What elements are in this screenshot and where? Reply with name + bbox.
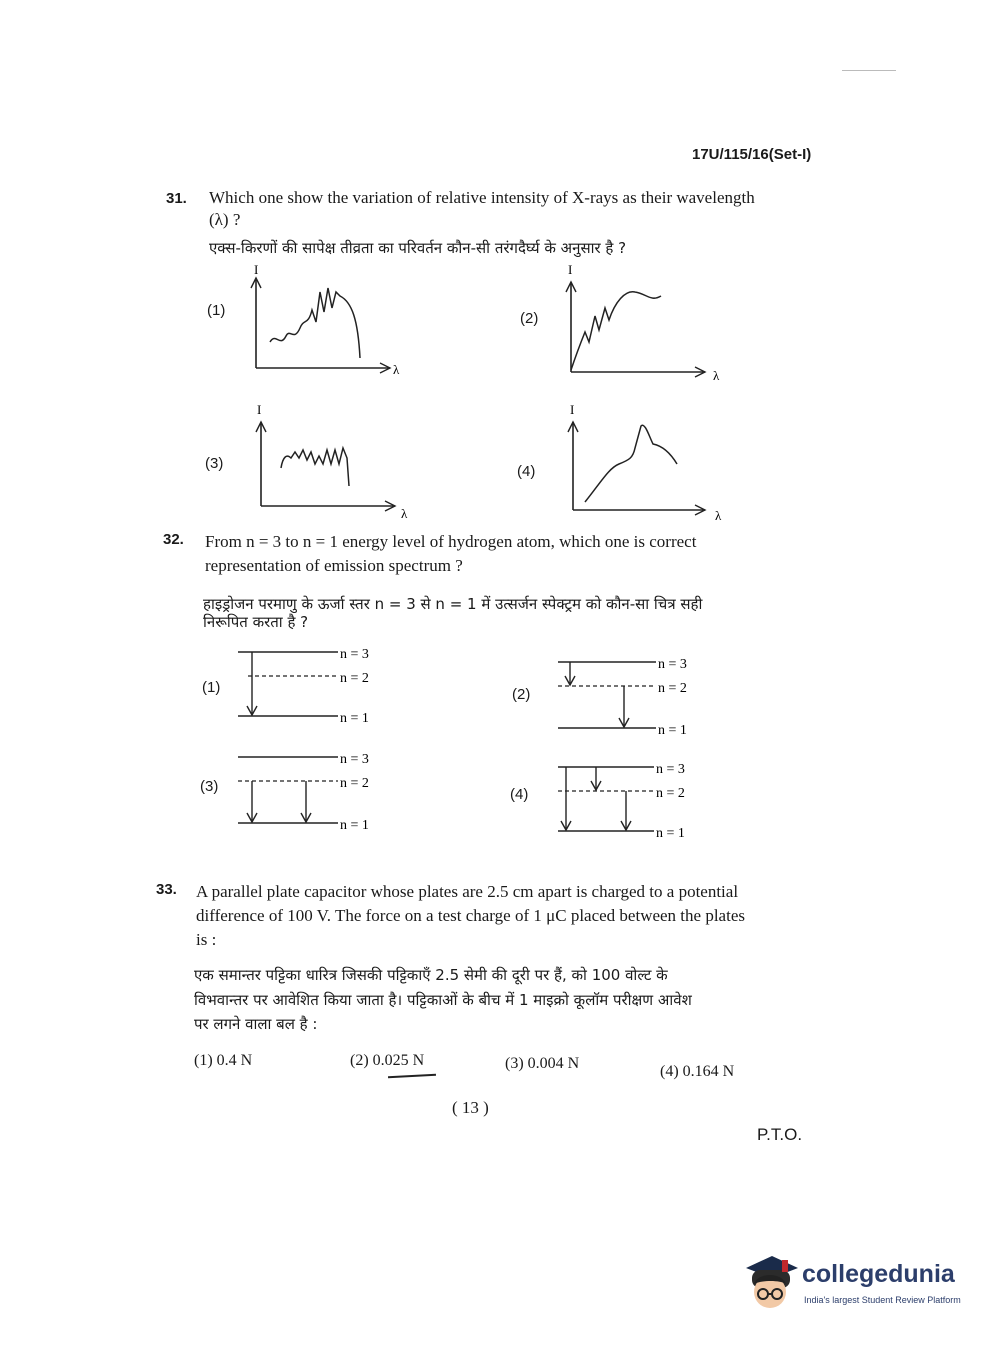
q31-graph-4 [555,398,735,523]
q32-option-2-label: (2) [512,686,531,703]
q31-graph-3 [245,398,415,523]
level-n1: n = 1 [658,723,687,738]
q32-text-en-2: representation of emission spectrum ? [205,556,463,575]
level-n2: n = 2 [340,776,369,791]
x-axis-label: λ [713,368,720,383]
x-axis-label: λ [401,506,408,521]
level-n2: n = 2 [658,681,687,696]
paper-code: 17U/115/16(Set-I) [692,146,812,163]
pto-label: P.T.O. [757,1125,803,1144]
brand-tagline: India's largest Student Review Platform [804,1295,961,1305]
q31-graph-1 [240,262,410,382]
top-rule [842,70,896,71]
collegedunia-watermark [742,1252,982,1314]
q33-option-2-underline [388,1074,436,1079]
q33-text-hi-3: पर लगने वाला बल है : [194,1015,318,1033]
q32-diagram-2 [550,650,720,745]
q31-graph-2 [555,262,735,387]
level-n1: n = 1 [340,711,369,726]
q33-option-3: (3) 0.004 N [505,1055,580,1072]
q33-text-hi-2: विभवान्तर पर आवेशित किया जाता है। पट्टिकाओं के बीच में 1 माइक्रो कूलॉम परीक्षण आवेश [194,991,692,1009]
q32-option-1-label: (1) [202,679,221,696]
y-axis-label: I [257,402,262,417]
q32-diagram-4 [548,755,728,850]
q31-text-en-2: (λ) ? [209,210,241,229]
y-axis-label: I [570,402,575,417]
q32-diagram-3 [230,745,400,840]
q31-number: 31. [166,190,187,207]
page-number: ( 13 ) [452,1098,489,1117]
q32-text-en-1: From n = 3 to n = 1 energy level of hydrogen atom, which one is correct [205,532,697,551]
q33-text-en-2: difference of 100 V. The force on a test charge of 1 μC placed between the plates [196,906,745,925]
q31-option-3-label: (3) [205,455,224,472]
q31-text-en-1: Which one show the variation of relative intensity of X-rays as their wavelength [209,188,755,207]
q32-option-3-label: (3) [200,778,219,795]
q32-diagram-1 [230,640,400,735]
mascot-logo-icon [742,1254,798,1312]
level-n3: n = 3 [340,647,369,662]
q31-option-1-label: (1) [207,302,226,319]
q32-number: 32. [163,531,184,548]
q33-text-en-3: is : [196,930,217,949]
q32-text-hi-1: हाइड्रोजन परमाणु के ऊर्जा स्तर n = 3 से n = 1 में उत्सर्जन स्पेक्ट्रम को कौन-सा चित्र सही [203,595,703,613]
q33-text-en-1: A parallel plate capacitor whose plates are 2.5 cm apart is charged to a potential [196,882,739,901]
level-n3: n = 3 [656,762,685,777]
brand-name: collegedunia [802,1260,955,1288]
level-n2: n = 2 [656,786,685,801]
level-n3: n = 3 [658,657,687,672]
q32-option-4-label: (4) [510,786,529,803]
q33-option-1: (1) 0.4 N [194,1052,253,1069]
x-axis-label: λ [715,508,722,523]
q33-option-4: (4) 0.164 N [660,1063,735,1080]
q33-text-hi-1: एक समान्तर पट्टिका धारित्र जिसकी पट्टिकाएँ 2.5 सेमी की दूरी पर हैं, को 100 वोल्ट के [194,966,668,984]
q33-number: 33. [156,881,177,898]
y-axis-label: I [568,262,573,277]
level-n1: n = 1 [656,826,685,841]
level-n2: n = 2 [340,671,369,686]
q31-option-4-label: (4) [517,463,536,480]
x-axis-label: λ [393,362,400,377]
level-n3: n = 3 [340,752,369,767]
q31-option-2-label: (2) [520,310,539,327]
q31-text-hi: एक्स-किरणों की सापेक्ष तीव्रता का परिवर्तन कौन-सी तरंगदैर्घ्य के अनुसार है ? [209,239,627,257]
y-axis-label: I [254,262,259,277]
q32-text-hi-2: निरूपित करता है ? [203,613,309,631]
level-n1: n = 1 [340,818,369,833]
q33-option-2: (2) 0.025 N [350,1052,425,1069]
